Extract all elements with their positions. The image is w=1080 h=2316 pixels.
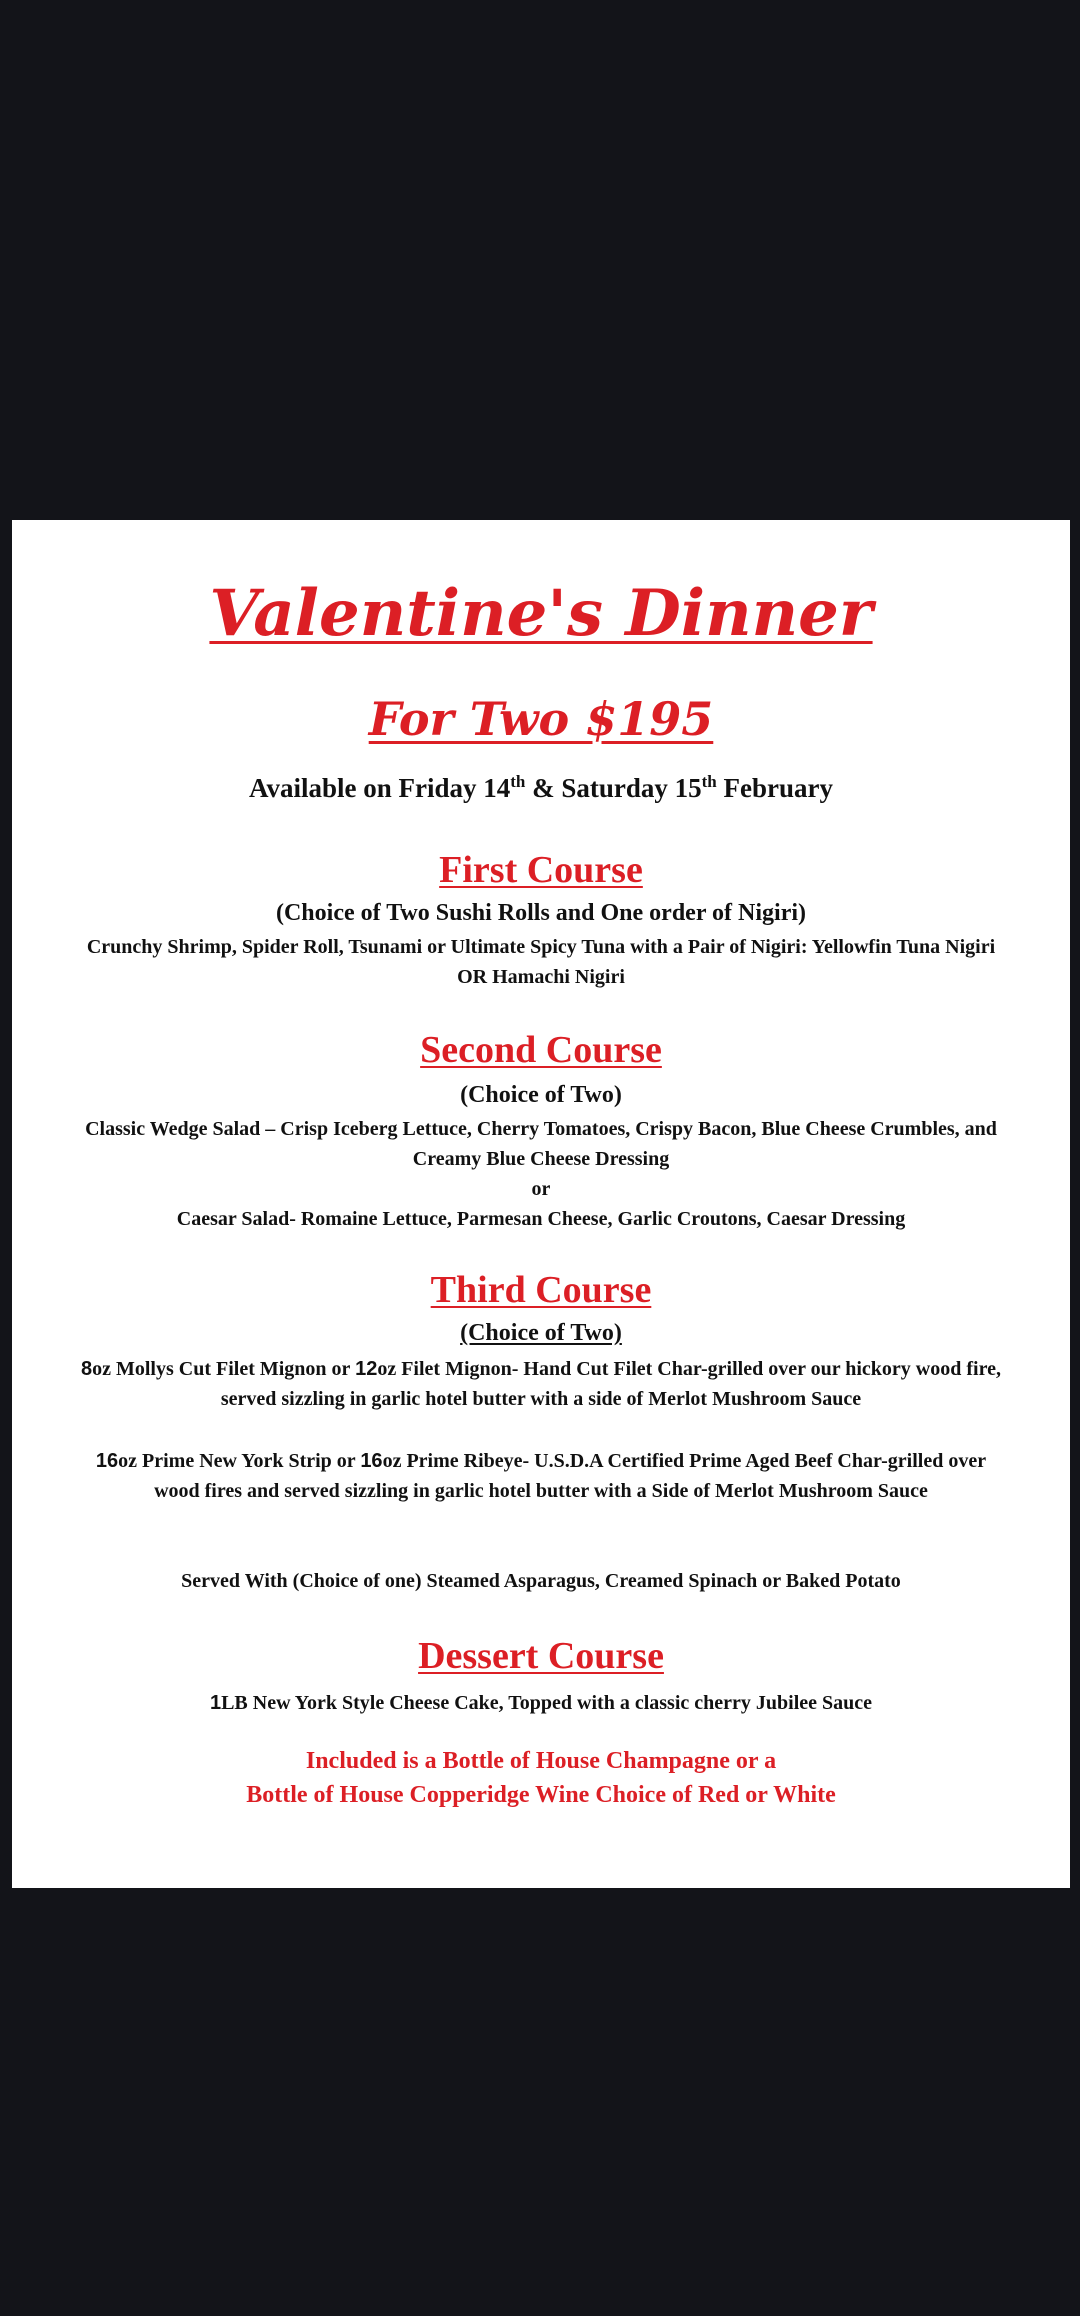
item-2-text-2: oz Prime Ribeye- U.S.D.A Certified Prime Aged Beef Char-grilled over wood fires and served sizzling in garlic hotel butter with a Side of Merlot Mushroom Sauce (154, 1450, 987, 1502)
item-2-number-2: 16 (360, 1450, 383, 1472)
second-course-option-2: Caesar Salad- Romaine Lettuce, Parmesan Cheese, Garlic Croutons, Caesar Dressing (176, 1208, 906, 1230)
first-course-heading (12, 848, 1070, 892)
item-1-text-1: oz Mollys Cut Filet Mignon or (92, 1358, 356, 1380)
menu-subtitle (12, 692, 1070, 746)
item-1-text-2: oz Filet Mignon- Hand Cut Filet Char-grilled over our hickory wood fire, served sizzling in garlic hotel butter with a side of Merlot Mushroom Sauce (220, 1358, 1001, 1410)
availability-sup-2: th (701, 772, 717, 791)
third-course-heading (12, 1268, 1070, 1312)
item-1-number-1: 8 (81, 1358, 93, 1380)
third-course-choice (12, 1320, 1070, 1347)
second-course-option-1: Classic Wedge Salad – Crisp Iceberg Lettuce, Cherry Tomatoes, Crispy Bacon, Blue Cheese Crumbles, and Creamy Blue Cheese Dressing (85, 1118, 997, 1170)
second-course-heading (12, 1028, 1070, 1072)
menu-title (12, 576, 1070, 651)
item-2-text-1: oz Prime New York Strip or (118, 1450, 361, 1472)
third-course-item-2 (12, 1446, 1070, 1506)
third-course-choice-text: (Choice of Two) (460, 1320, 622, 1346)
subtitle-text: For Two $195 (368, 692, 714, 746)
item-1-number-2: 12 (355, 1358, 378, 1380)
first-course-heading-text: First Course (439, 849, 643, 891)
item-2-number-1: 16 (95, 1450, 119, 1472)
first-course-description: Crunchy Shrimp, Spider Roll, Tsunami or Ultimate Spicy Tuna with a Pair of Nigiri: Yellowfin Tuna Nigiri OR Hamachi Nigiri (86, 936, 996, 988)
first-course-choice: (Choice of Two Sushi Rolls and One order of Nigiri) (275, 900, 807, 926)
availability-prefix: Available on Friday 14 (248, 773, 511, 803)
dessert-course-heading (12, 1634, 1070, 1678)
second-course-choice: (Choice of Two) (460, 1082, 622, 1108)
third-course-heading-text: Third Course (430, 1269, 652, 1311)
dessert-text: LB New York Style Cheese Cake, Topped with a classic cherry Jubilee Sauce (221, 1692, 873, 1714)
availability-middle: & Saturday 15 (525, 773, 702, 803)
menu-card (12, 520, 1070, 1888)
second-course-or: or (531, 1178, 551, 1200)
included-line-2: Bottle of House Copperidge Wine Choice of Red or White (246, 1782, 836, 1808)
third-course-item-1 (12, 1354, 1070, 1414)
availability-line (12, 772, 1070, 804)
included-line-1: Included is a Bottle of House Champagne or a (305, 1748, 777, 1774)
third-course-sides: Served With (Choice of one) Steamed Asparagus, Creamed Spinach or Baked Potato (181, 1570, 901, 1592)
title-text: Valentine's Dinner (209, 576, 873, 651)
second-course-heading-text: Second Course (420, 1029, 662, 1071)
dessert-course-item (12, 1688, 1070, 1718)
dessert-number: 1 (209, 1692, 222, 1714)
availability-suffix: February (716, 773, 833, 803)
availability-sup-1: th (510, 772, 526, 791)
dessert-course-heading-text: Dessert Course (418, 1635, 664, 1677)
